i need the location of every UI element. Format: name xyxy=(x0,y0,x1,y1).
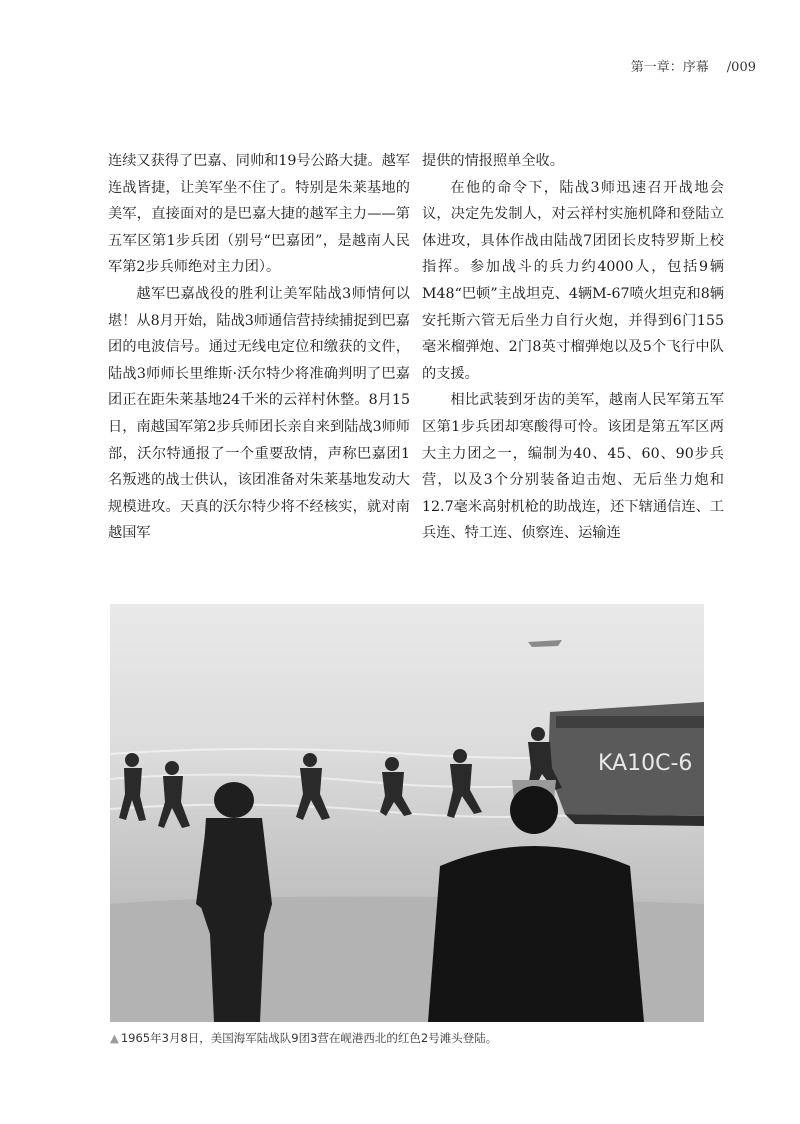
photo-caption xyxy=(110,1030,497,1046)
paragraph: 连续又获得了巴嘉、同帅和19号公路大捷。越军连战皆捷，让美军坐不住了。特别是朱莱基地的美军，直接面对的是巴嘉大捷的越军主力——第五军区第1步兵团（别号“巴嘉团”，是越南人民军第2步兵师绝对主力团）。 xyxy=(108,153,410,276)
beach-landing-photo xyxy=(110,604,704,1022)
chapter-title: 第一章：序幕 xyxy=(630,60,709,75)
paragraph: 越军巴嘉战役的胜利让美军陆战3师情何以堪！从8月开始，陆战3师通信营持续捕捉到巴嘉团的电波信号。通过无线电定位和缴获的文件，陆战3师师长里维斯·沃尔特少将准确判明了巴嘉团正在距朱莱基地24千米的云祥村休整。8月15日，南越国军第2步兵师团长亲自来到陆战3师师部，沃尔特通报了一个重要敌情，声称巴嘉团1名叛逃的战士供认，该团准备对朱莱基地发动大规模进攻。天真的沃尔特少将不经核实，就对南越国军 xyxy=(108,285,410,542)
paragraph: 相比武装到牙齿的美军，越南人民军第五军区第1步兵团却寒酸得可怜。该团是第五军区两大主力团之一，编制为40、45、60、90步兵营，以及3个分别装备迫击炮、无后坐力炮和12.7毫米高射机枪的助战连，还下辖通信连、工兵连、特工连、侦察连、运输连 xyxy=(422,392,724,542)
page-number: /009 xyxy=(726,60,756,75)
left-column xyxy=(108,148,410,547)
paragraph: 提供的情报照单全收。 xyxy=(422,153,564,169)
vehicle-marking: KA10C-6 xyxy=(598,751,693,776)
photo-illustration xyxy=(110,604,704,1022)
triangle-icon: ▲ xyxy=(110,1031,119,1045)
right-column xyxy=(422,148,724,547)
caption-text: 1965年3月8日，美国海军陆战队9团3营在岘港西北的红色2号滩头登陆。 xyxy=(120,1031,498,1045)
amphibious-vehicle xyxy=(548,702,704,826)
running-head xyxy=(631,56,756,75)
paragraph: 在他的命令下，陆战3师迅速召开战地会议，决定先发制人，对云祥村实施机降和登陆立体进攻，具体作战由陆战7团团长皮特罗斯上校指挥。参加战斗的兵力约4000人，包括9辆M48“巴顿”主战坦克、4辆M-67喷火坦克和8辆安托斯六管无后坐力自行火炮，并得到6门155毫米榴弹炮、2门8英寸榴弹炮以及5个飞行中队的支援。 xyxy=(422,179,724,382)
